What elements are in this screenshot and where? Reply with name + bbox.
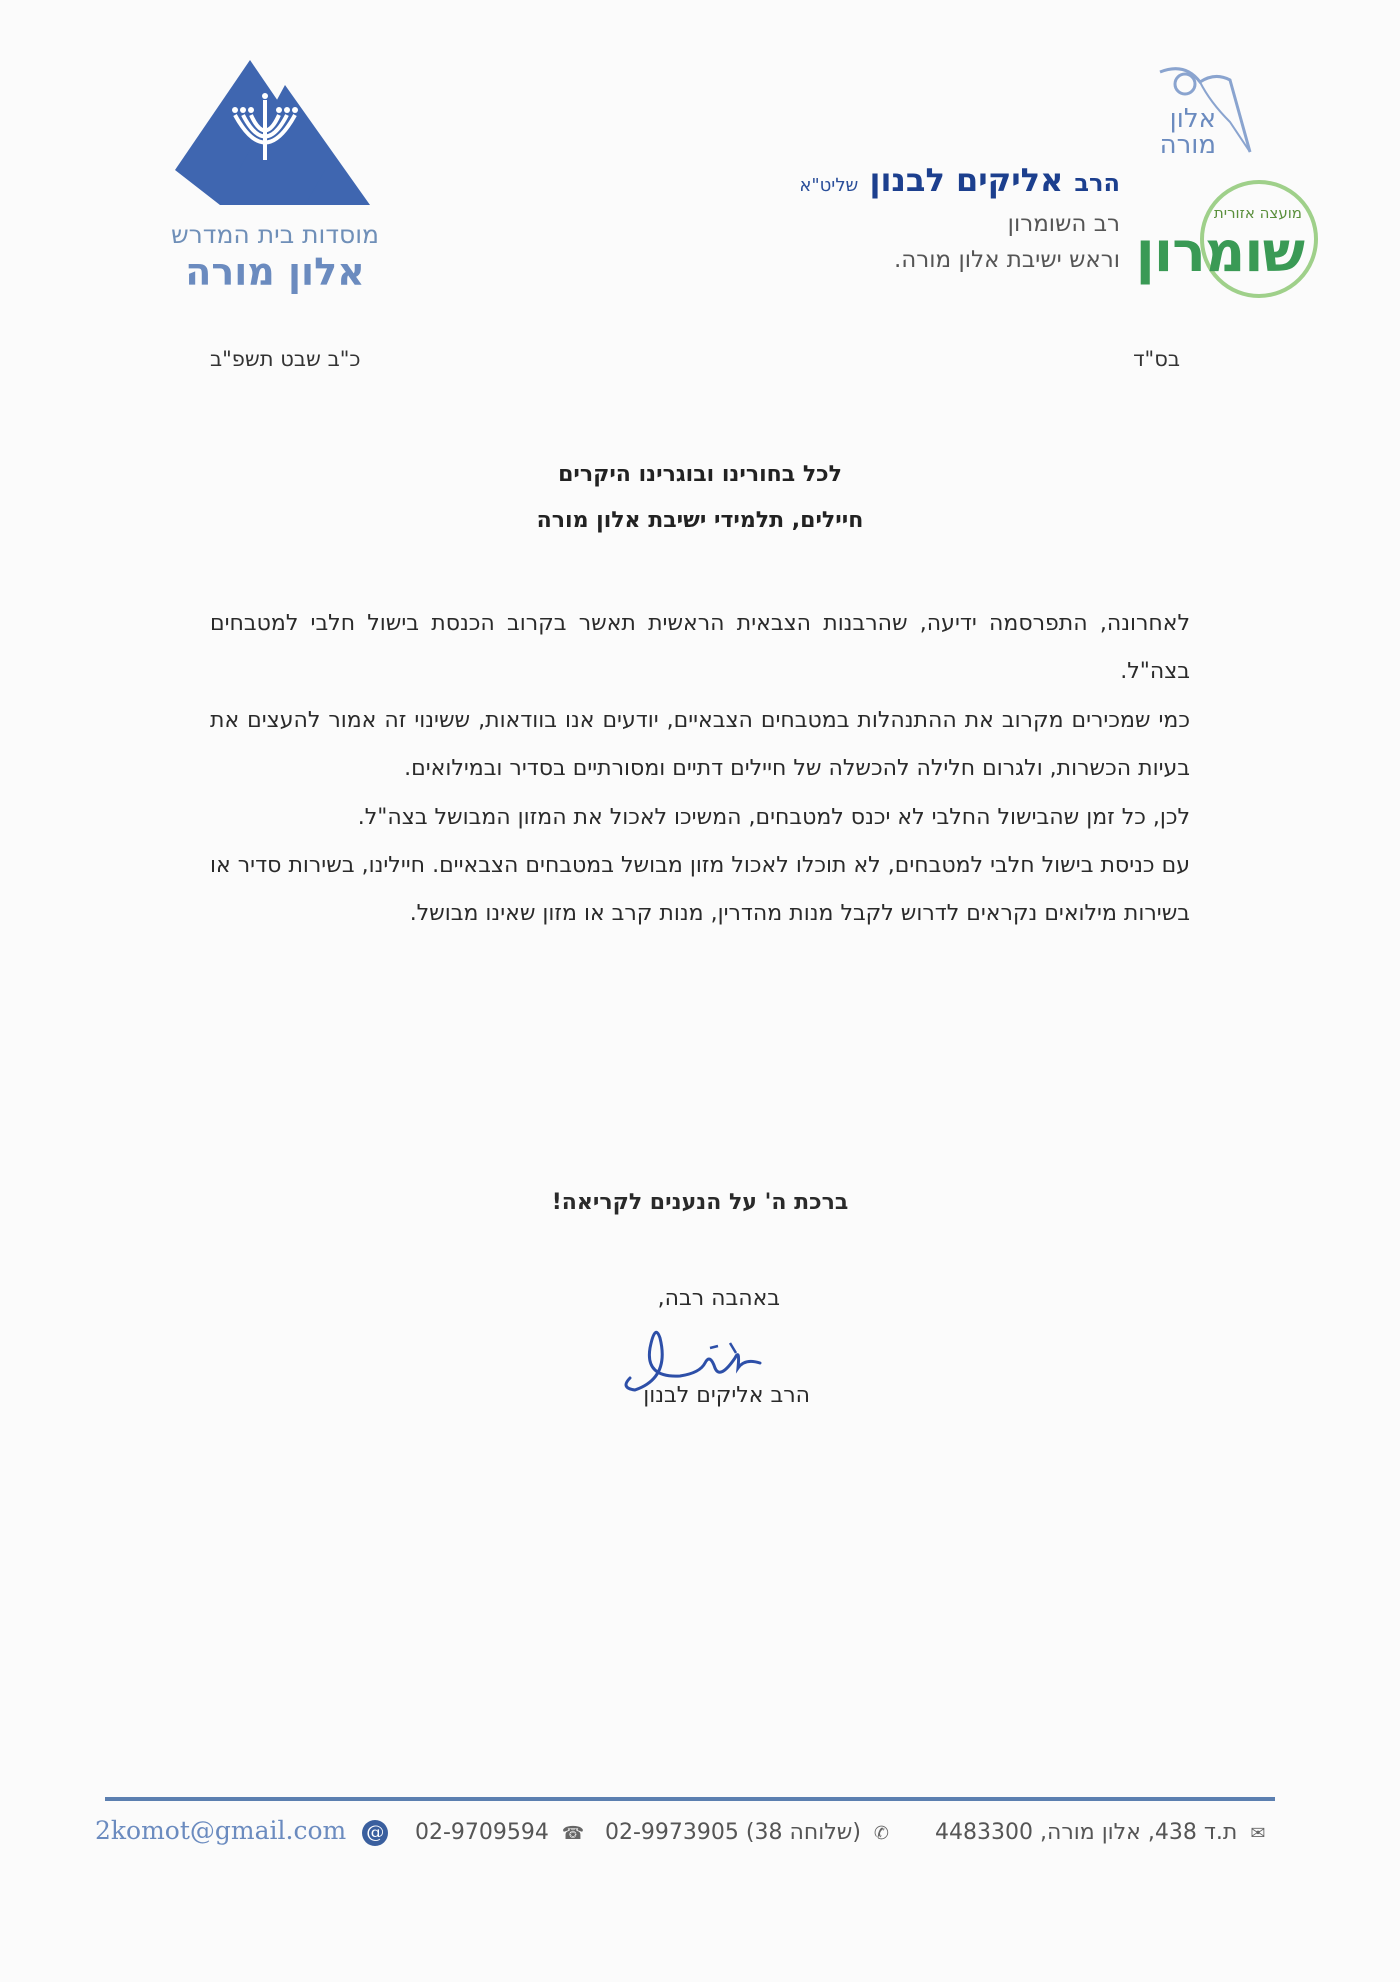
letter-heading-1: לכל בחורינו ובוגרינו היקרים — [558, 462, 842, 487]
fax-icon: ☎ — [561, 1823, 585, 1844]
footer-fax — [415, 1820, 584, 1845]
footer-divider — [105, 1797, 1275, 1801]
rabbi-title-2: וראש ישיבת אלון מורה. — [893, 247, 1120, 273]
paragraph-1: לאחרונה, התפרסמה ידיעה, שהרבנות הצבאית הראשית תאשר בקרוב הכנסת בישול חלבי למטבחים בצה"ל. — [210, 611, 1190, 685]
paragraph-3: לכן, כל זמן שהבישול החלבי לא יכנס למטבחים, המשיכו לאכול את המזון המבושל בצה"ל. — [357, 804, 1190, 830]
institution-big-text: אלון מורה — [185, 250, 365, 294]
rabbi-suffix: שליט"א — [799, 175, 859, 196]
council-big-text: שומרון — [1135, 220, 1304, 285]
paragraph-4: עם כניסת בישול חלבי למטבחים, לא תוכלו לאכול מזון מבושל במטבחים הצבאיים. חיילינו, בשירות סדיר או בשירות מילואים נקראים לדרוש לקבל מנות מהדרין, מנות קרב או מזון שאינו מבושל. — [210, 853, 1190, 927]
footer-phone — [605, 1820, 889, 1845]
hebrew-date: כ"ב שבט תשפ"ב — [210, 347, 361, 371]
rabbi-info — [600, 160, 1120, 278]
footer-address — [935, 1820, 1265, 1845]
email-text: 2komot@gmail.com — [95, 1816, 347, 1845]
phone-icon: ✆ — [873, 1823, 890, 1844]
rabbi-title-1: רב השומרון — [1007, 211, 1120, 237]
rabbi-name: אליקים לבנון — [869, 161, 1064, 199]
rabbi-name-line — [600, 160, 1120, 206]
blessing-line: ברכת ה' על הנענים לקריאה! — [551, 1190, 849, 1215]
rabbi-prefix: הרב — [1074, 169, 1120, 197]
mail-icon: ✉ — [1250, 1823, 1266, 1844]
phone-text: 02-9973905 (שלוחה 38) — [605, 1820, 861, 1845]
footer-contact — [95, 1812, 1295, 1852]
institution-small-text: מוסדות בית המדרש — [170, 220, 380, 249]
alon-mini-text: אלון מורה — [1159, 104, 1216, 160]
at-icon: @ — [362, 1820, 388, 1846]
shomron-council-logo — [1135, 180, 1340, 300]
letter-heading-2: חיילים, תלמידי ישיבת אלון מורה — [536, 508, 864, 533]
closing-line: באהבה רבה, — [657, 1286, 780, 1311]
letter-body — [210, 600, 1190, 939]
fax-text: 02-9709594 — [415, 1820, 549, 1845]
council-small-text: מועצה אזורית — [1213, 204, 1302, 222]
bsd-mark: בס"ד — [1133, 347, 1180, 371]
footer-email[interactable] — [95, 1816, 388, 1846]
institution-logo — [175, 60, 370, 210]
signer-name: הרב אליקים לבנון — [643, 1383, 810, 1408]
alon-moreh-mini-logo — [1140, 62, 1260, 172]
paragraph-2: כמי שמכירים מקרוב את ההתנהלות במטבחים הצבאיים, יודעים אנו בוודאות, ששינוי זה אמור להעצים את בעיות הכשרות, ולגרום חלילה להכשלה של חיילים דתיים ומסורתיים בסדיר ובמילואים. — [210, 707, 1190, 782]
address-text: ת.ד 438, אלון מורה, 4483300 — [935, 1820, 1238, 1845]
